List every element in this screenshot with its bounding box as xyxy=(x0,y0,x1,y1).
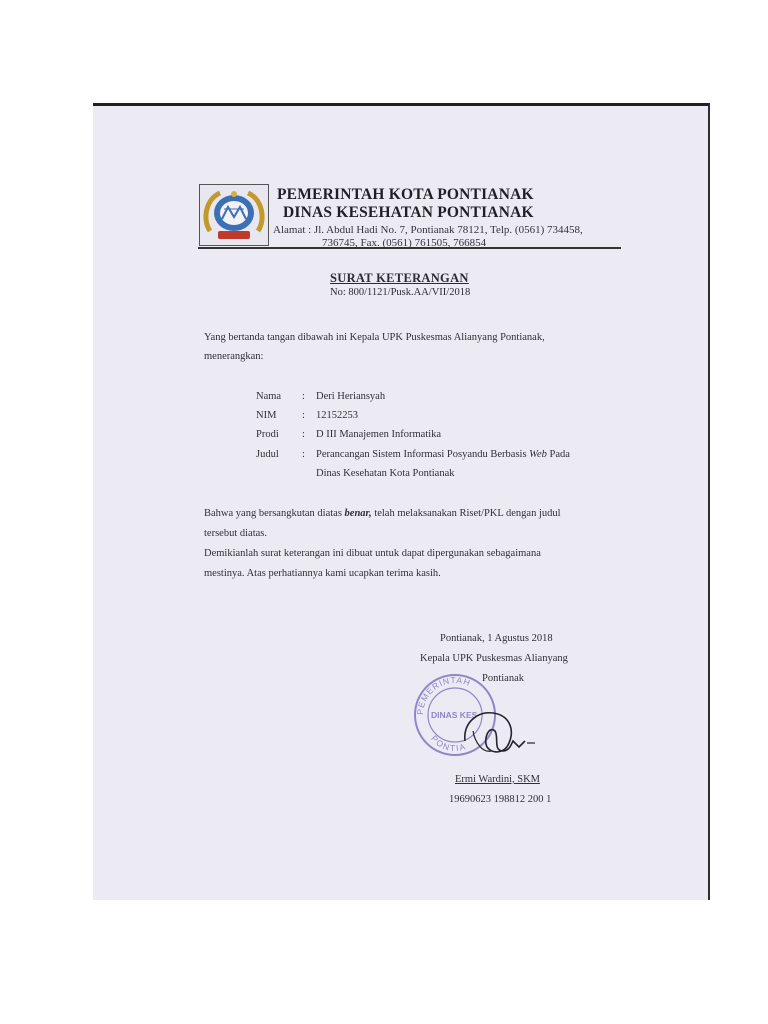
body-text: Bahwa yang bersangkutan diatas xyxy=(204,508,345,519)
field-separator: : xyxy=(302,449,305,460)
judul-text: Pada xyxy=(546,449,570,460)
letterhead-address-line2: 736745, Fax. (0561) 761505, 766854 xyxy=(322,237,487,249)
signature-place-date: Pontianak, 1 Agustus 2018 xyxy=(440,633,553,644)
judul-text: Perancangan Sistem Informasi Posyandu Berbasis xyxy=(316,449,530,460)
intro-line-2: menerangkan: xyxy=(204,351,264,362)
stamp-text-bottom: PONTIA xyxy=(429,733,468,754)
scanned-letter xyxy=(93,103,710,900)
field-label-nama: Nama xyxy=(256,391,282,402)
field-separator: : xyxy=(302,410,305,421)
letterhead-address-line1: Alamat : Jl. Abdul Hadi No. 7, Pontianak 78121, Telp. (0561) 734458, xyxy=(273,224,583,236)
letterhead-agency: DINAS KESEHATAN PONTIANAK xyxy=(283,204,534,221)
field-separator: : xyxy=(302,429,305,440)
signatory-nip: 19690623 198812 200 1 xyxy=(449,794,552,805)
field-value-judul-line1 xyxy=(316,449,570,460)
field-label-nim: NIM xyxy=(256,410,277,421)
city-emblem-logo xyxy=(199,184,269,246)
field-label-judul: Judul xyxy=(256,449,279,460)
stamp-text-middle: DINAS KES xyxy=(431,710,478,720)
body-paragraph-2-line1: Demikianlah surat keterangan ini dibuat untuk dapat dipergunakan sebagaimana xyxy=(204,548,541,559)
field-value-nim: 12152253 xyxy=(316,410,358,421)
body-paragraph-1-line2: tersebut diatas. xyxy=(204,528,267,539)
letter-number: No: 800/1121/Pusk.AA/VII/2018 xyxy=(330,287,471,298)
body-paragraph-2-line2: mestinya. Atas perhatiannya kami ucapkan terima kasih. xyxy=(204,568,441,579)
field-value-prodi: D III Manajemen Informatika xyxy=(316,429,442,440)
signature-position-line2: Pontianak xyxy=(482,673,524,684)
field-label-prodi: Prodi xyxy=(256,429,279,440)
letterhead-divider xyxy=(198,247,621,249)
letterhead-government: PEMERINTAH KOTA PONTIANAK xyxy=(277,186,534,203)
body-emphasis: benar, xyxy=(344,508,372,519)
signature-position-line1: Kepala UPK Puskesmas Alianyang xyxy=(420,653,568,664)
field-value-judul-line2: Dinas Kesehatan Kota Pontianak xyxy=(316,468,455,479)
judul-italic: Web xyxy=(529,449,547,460)
signatory-name: Ermi Wardini, SKM xyxy=(455,774,540,785)
intro-line-1: Yang bertanda tangan dibawah ini Kepala UPK Puskesmas Alianyang Pontianak, xyxy=(204,332,545,343)
handwritten-signature xyxy=(453,701,543,761)
stamp-text-top: PEMERINTAH xyxy=(414,674,473,716)
field-separator: : xyxy=(302,391,305,402)
field-value-nama: Deri Heriansyah xyxy=(316,391,386,402)
letter-title: SURAT KETERANGAN xyxy=(330,271,469,285)
body-paragraph-1-line1 xyxy=(204,508,561,519)
body-text: telah melaksanakan Riset/PKL dengan judul xyxy=(371,508,561,519)
